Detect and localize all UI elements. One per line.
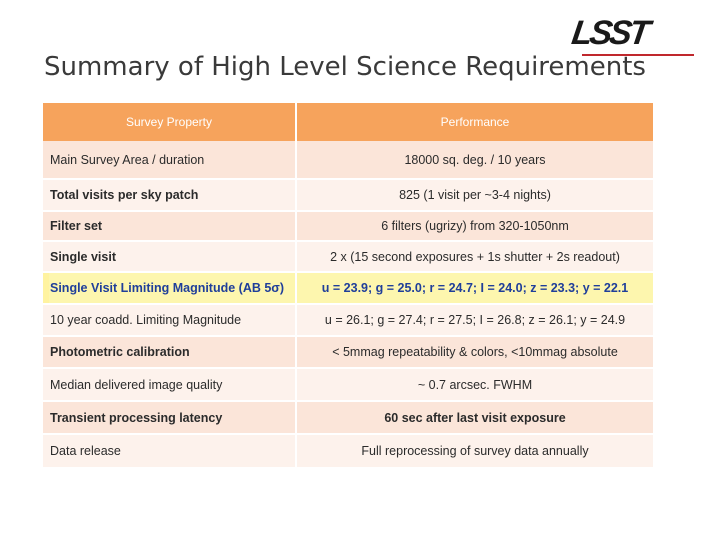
table-header-row: [43, 103, 654, 141]
survey-property-cell: 10 year coadd. Limiting Magnitude: [43, 304, 296, 336]
survey-property-cell: Single Visit Limiting Magnitude (AB 5σ): [43, 272, 296, 304]
performance-cell: 18000 sq. deg. / 10 years: [296, 141, 654, 179]
table-row: [43, 401, 654, 434]
table-row: [43, 272, 654, 304]
page-title: Summary of High Level Science Requirements: [44, 52, 646, 82]
performance-cell: 825 (1 visit per ~3-4 nights): [296, 179, 654, 211]
table-body: [43, 141, 654, 468]
table-row: [43, 434, 654, 468]
survey-property-cell: Transient processing latency: [43, 401, 296, 434]
survey-property-cell: Total visits per sky patch: [43, 179, 296, 211]
table-row: [43, 368, 654, 401]
survey-property-cell: Single visit: [43, 241, 296, 272]
performance-cell: u = 23.9; g = 25.0; r = 24.7; I = 24.0; z = 23.3; y = 22.1: [296, 272, 654, 304]
survey-property-cell: Photometric calibration: [43, 336, 296, 368]
header-survey-property: Survey Property: [43, 103, 296, 141]
table-row: [43, 211, 654, 241]
performance-cell: Full reprocessing of survey data annually: [296, 434, 654, 468]
performance-cell: 2 x (15 second exposures + 1s shutter + 2s readout): [296, 241, 654, 272]
survey-property-cell: Filter set: [43, 211, 296, 241]
requirements-table: [43, 103, 655, 469]
lsst-logo-text: LSST: [569, 14, 650, 52]
survey-property-cell: Median delivered image quality: [43, 368, 296, 401]
performance-cell: u = 26.1; g = 27.4; r = 27.5; I = 26.8; z = 26.1; y = 24.9: [296, 304, 654, 336]
performance-cell: 6 filters (ugrizy) from 320-1050nm: [296, 211, 654, 241]
survey-property-cell: Data release: [43, 434, 296, 468]
table-row: [43, 179, 654, 211]
performance-cell: < 5mmag repeatability & colors, <10mmag absolute: [296, 336, 654, 368]
header-performance: Performance: [296, 103, 654, 141]
performance-cell: ~ 0.7 arcsec. FWHM: [296, 368, 654, 401]
table-row: [43, 304, 654, 336]
table-row: [43, 141, 654, 179]
performance-cell: 60 sec after last visit exposure: [296, 401, 654, 434]
table-row: [43, 336, 654, 368]
table-row: [43, 241, 654, 272]
survey-property-cell: Main Survey Area / duration: [43, 141, 296, 179]
